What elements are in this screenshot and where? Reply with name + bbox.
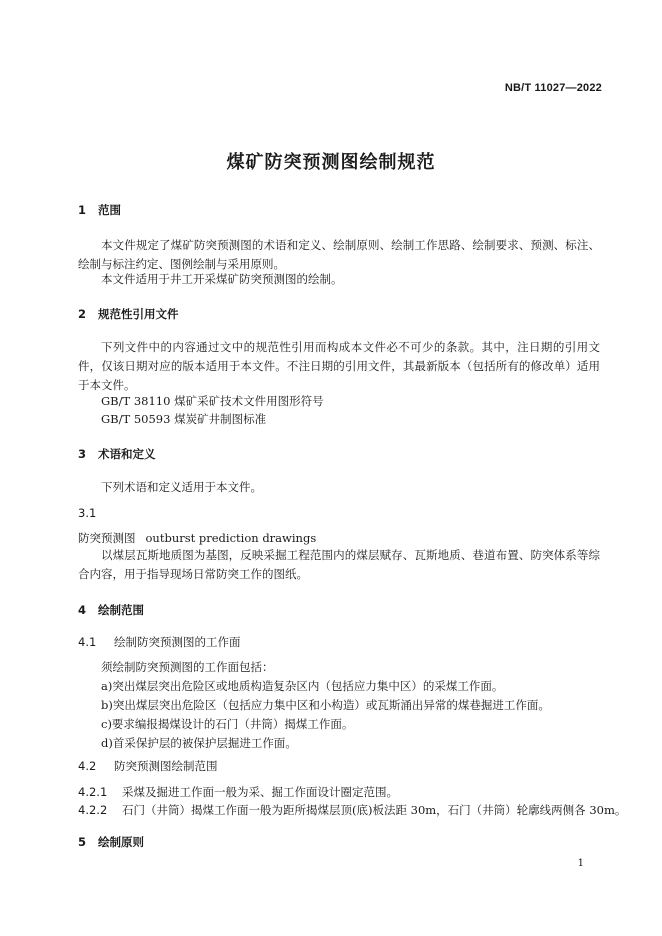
- clause-number: 4.2.1: [78, 785, 108, 799]
- section-number: 4: [78, 603, 87, 617]
- section-title: 绘制原则: [98, 835, 144, 849]
- term-chinese: 防突预测图: [78, 531, 136, 545]
- clause-number: 4.2.2: [78, 803, 108, 817]
- list-item: c)要求编报揭煤设计的石门（井筒）揭煤工作面。: [101, 717, 354, 731]
- list-item: b)突出煤层突出危险区（包括应力集中区和小构造）或瓦斯涌出异常的煤巷掘进工作面。: [101, 698, 550, 712]
- section-number: 5: [78, 835, 87, 849]
- section-title: 绘制范围: [98, 603, 144, 617]
- list-item: d)首采保护层的被保护层掘进工作面。: [101, 736, 297, 750]
- clause-text: 石门（井筒）揭煤工作面一般为距所揭煤层顶(底)板法距 30m，石门（井筒）轮廓线两侧各 30m。: [122, 803, 627, 817]
- term-entry: [78, 530, 316, 546]
- subsection-4-2-heading: [78, 758, 218, 774]
- document-title: 煤矿防突预测图绘制规范: [226, 152, 436, 173]
- standard-code: NB/T 11027—2022: [504, 82, 602, 94]
- section-4-heading: [78, 602, 144, 618]
- section-1-heading: [78, 202, 121, 218]
- section-number: 3: [78, 447, 87, 461]
- subsection-number: 4.1: [78, 635, 97, 649]
- reference-item: GB/T 50593 煤炭矿井制图标准: [101, 412, 267, 426]
- clause-4-2-2: [78, 802, 626, 818]
- section-1-paragraph-2: 本文件适用于井工开采煤矿防突预测图的绘制。: [101, 272, 343, 286]
- section-title: 术语和定义: [98, 447, 156, 461]
- term-english: outburst prediction drawings: [145, 531, 317, 545]
- page-number: 1: [577, 858, 584, 869]
- subsection-4-1-heading: [78, 634, 241, 650]
- subsection-number: 4.2: [78, 759, 97, 773]
- term-number: 3.1: [78, 506, 97, 520]
- section-2-paragraph-1: 下列文件中的内容通过文中的规范性引用而构成本文件必不可少的条款。其中，注日期的引用文件，仅该日期对应的版本适用于本文件。不注日期的引用文件，其最新版本（包括所有的修改单）适用于本文件。: [78, 340, 600, 392]
- section-number: 1: [78, 203, 87, 217]
- reference-item: GB/T 38110 煤矿采矿技术文件用图形符号: [101, 394, 324, 408]
- section-title: 范围: [98, 203, 121, 217]
- section-3-heading: [78, 446, 156, 462]
- clause-4-2-1: [78, 784, 398, 800]
- section-2-heading: [78, 306, 179, 322]
- section-3-paragraph-1: 下列术语和定义适用于本文件。: [101, 480, 262, 494]
- clause-text: 采煤及掘进工作面一般为采、掘工作面设计圈定范围。: [122, 785, 398, 799]
- subsection-title: 防突预测图绘制范围: [114, 759, 218, 773]
- term-definition: 以煤层瓦斯地质图为基图，反映采掘工程范围内的煤层赋存、瓦斯地质、巷道布置、防突体系等综合内容，用于指导现场日常防突工作的图纸。: [78, 548, 600, 581]
- subsection-4-1-intro: 须绘制防突预测图的工作面包括：: [101, 660, 274, 674]
- subsection-title: 绘制防突预测图的工作面: [114, 635, 241, 649]
- section-5-heading: [78, 834, 144, 850]
- section-number: 2: [78, 307, 87, 321]
- list-item: a)突出煤层突出危险区或地质构造复杂区内（包括应力集中区）的采煤工作面。: [101, 679, 504, 693]
- section-1-paragraph-1: 本文件规定了煤矿防突预测图的术语和定义、绘制原则、绘制工作思路、绘制要求、预测、标注、绘制与标注约定、图例绘制与采用原则。: [78, 238, 600, 271]
- section-title: 规范性引用文件: [98, 307, 179, 321]
